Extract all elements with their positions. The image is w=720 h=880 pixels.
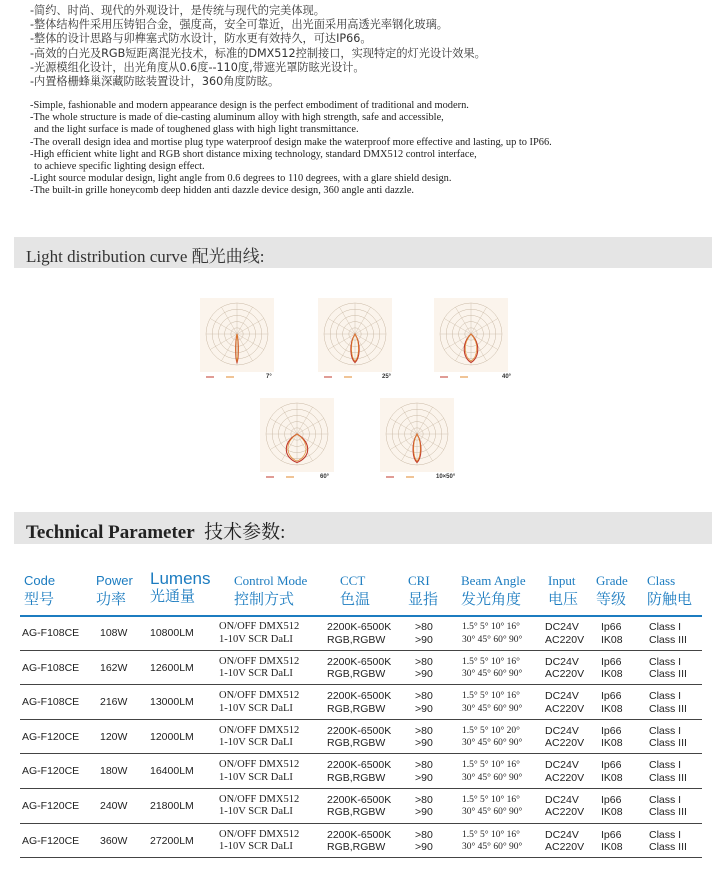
header-control-mode: Control Mode 控制方式: [234, 573, 308, 608]
cell-lumens: [150, 651, 194, 685]
cell-lumens: [150, 685, 194, 719]
cell-cct1: 2200K-6500K: [327, 793, 392, 806]
intro-en-line: -The built-in grille honeycomb deep hidden anti dazzle device design, 360 angle anti dazzle.: [30, 185, 415, 197]
cell-cct: [327, 754, 391, 788]
cell-grade1: Ip66: [601, 724, 622, 737]
beam-angle-label: 40°: [502, 374, 512, 380]
cell-class1: Class I: [649, 655, 682, 668]
cell-grade1: Ip66: [601, 690, 622, 703]
cell-cct2: RGB,RGBW: [327, 737, 386, 750]
cell-code: AG-F120CE: [22, 799, 80, 812]
cell-input: [545, 754, 584, 788]
cell-control2: 1-10V SCR DaLI: [219, 737, 293, 749]
cell-code: AG-F120CE: [22, 730, 80, 743]
cell-power: [100, 720, 127, 754]
cell-beam-angle: [462, 651, 522, 685]
tech-param-title-cn: 技术参数:: [204, 522, 286, 543]
cell-grade: [601, 685, 623, 719]
cell-control1: ON/OFF DMX512: [219, 828, 300, 840]
cell-cct2: RGB,RGBW: [327, 841, 386, 854]
cell-class2: Class III: [649, 771, 687, 784]
intro-cn-line: -光源模组化设计，出光角度从0.6度--110度,带遮光罩防眩光设计。: [30, 60, 365, 74]
cell-cri2: >90: [415, 841, 433, 854]
table-row: [20, 789, 702, 824]
cell-cct1: 2200K-6500K: [327, 655, 392, 668]
table-row: [20, 720, 702, 755]
cell-control-mode: [219, 824, 299, 858]
cell-input2: AC220V: [545, 668, 585, 681]
cell-lumens: 12600LM: [150, 661, 194, 674]
cell-input1: DC24V: [545, 655, 579, 668]
cell-grade: [601, 754, 623, 788]
cell-class: [649, 720, 687, 754]
cell-cri: [415, 754, 433, 788]
cell-input: [545, 651, 584, 685]
cell-code: [22, 616, 79, 650]
polar-plot-svg: [376, 396, 458, 482]
cell-cri1: >80: [415, 690, 433, 703]
cell-beam2: 30° 45° 60° 90°: [462, 669, 523, 680]
cell-cri: [415, 616, 433, 650]
cell-beam-angle: [462, 824, 522, 858]
header-cri: CRI 显指: [408, 573, 439, 608]
polar-plot-svg: [196, 296, 278, 382]
cell-code: [22, 824, 79, 858]
cell-beam-angle: [462, 685, 522, 719]
cell-code: AG-F108CE: [22, 627, 80, 639]
cell-cct2: RGB,RGBW: [327, 771, 386, 784]
cell-control-mode: [219, 685, 299, 719]
table-row: [20, 685, 702, 720]
cell-cct2: RGB,RGBW: [327, 702, 386, 715]
cell-beam1: 1.5° 5° 10° 16°: [462, 794, 520, 805]
cell-lumens: [150, 824, 194, 858]
cell-power: 216W: [100, 696, 128, 709]
cell-grade: [601, 824, 623, 858]
cell-lumens: 16400LM: [150, 765, 194, 778]
cell-control-mode: [219, 789, 299, 823]
cell-input1: DC24V: [545, 793, 579, 806]
cell-lumens: [150, 789, 194, 823]
intro-en-line: -Simple, fashionable and modern appearance design is the perfect embodiment of traditional and modern.: [30, 100, 469, 111]
table-row: [20, 754, 702, 789]
cell-class2: Class III: [649, 841, 687, 854]
cell-class1: Class I: [649, 690, 682, 703]
cell-input: [545, 789, 584, 823]
cell-power: 162W: [100, 661, 128, 674]
cell-input: [545, 616, 584, 650]
cell-beam2: 30° 45° 60° 90°: [462, 738, 523, 749]
cell-cri1: >80: [415, 655, 433, 668]
cell-class: [649, 754, 687, 788]
cell-lumens: 21800LM: [150, 799, 194, 812]
cell-cri2: >90: [415, 668, 433, 681]
cell-grade2: IK08: [601, 806, 623, 819]
intro-en-line: -Light source modular design, light angle from 0.6 degrees to 110 degrees, with a glare shield design.: [30, 173, 452, 185]
cell-cct: [327, 824, 391, 858]
cell-power: [100, 824, 127, 858]
cell-cri1: >80: [415, 793, 433, 806]
cell-class: [649, 685, 687, 719]
intro-english: [30, 100, 710, 198]
cell-class1: Class I: [649, 621, 682, 633]
cell-cri1: >80: [415, 759, 433, 772]
beam-angle-label: 7°: [266, 374, 272, 380]
cell-control1: ON/OFF DMX512: [219, 759, 300, 771]
cell-code: AG-F108CE: [22, 696, 80, 709]
polar-plot-svg: [314, 296, 396, 382]
cell-cct1: 2200K-6500K: [327, 724, 392, 737]
cell-cri1: >80: [415, 828, 433, 841]
cell-grade1: Ip66: [601, 759, 622, 772]
cell-beam1: 1.5° 5° 10° 16°: [462, 656, 520, 667]
cell-class: [649, 824, 687, 858]
table-row: [20, 824, 702, 859]
cell-grade1: Ip66: [601, 828, 622, 841]
cell-input2: AC220V: [545, 737, 585, 750]
cell-cri2: >90: [415, 771, 433, 784]
cell-cri: [415, 824, 433, 858]
table-row: [20, 616, 702, 651]
polar-plot-svg: [256, 396, 338, 482]
intro-cn-line: -高效的白光及RGB短距离混光技术，标准的DMX512控制接口，实现特定的灯光设计效果。: [30, 46, 486, 60]
cell-control1: ON/OFF DMX512: [219, 621, 300, 632]
cell-lumens: 13000LM: [150, 696, 194, 709]
cell-control-mode: [219, 616, 299, 650]
header-lumens: Lumens 光通量: [150, 569, 211, 605]
cell-grade2: IK08: [601, 702, 623, 715]
polar-plot-25: [314, 296, 396, 382]
cell-power: 120W: [100, 730, 128, 743]
cell-class: [649, 616, 687, 650]
cell-cct: [327, 789, 391, 823]
intro-cn-line: -整体的设计思路与卯榫塞式防水设计，防水更有效持久，可达IP66。: [30, 32, 372, 46]
cell-control-mode: [219, 720, 299, 754]
polar-plot-40: [430, 296, 512, 382]
intro-cn-line: -整体结构件采用压铸铝合金，强度高，安全可靠近，出光面采用高透光率钢化玻璃。: [30, 18, 448, 32]
cell-control1: ON/OFF DMX512: [219, 690, 300, 702]
cell-input2: AC220V: [545, 702, 585, 715]
cell-input2: AC220V: [545, 771, 585, 784]
cell-class: [649, 789, 687, 823]
beam-angle-label: 10×50°: [436, 474, 456, 480]
cell-cct2: RGB,RGBW: [327, 668, 386, 681]
intro-en-line: -The overall design idea and mortise plug type waterproof design make the waterproof more effective and lasting, up to IP66.: [30, 136, 552, 148]
cell-cri: [415, 651, 433, 685]
cell-input1: DC24V: [545, 759, 579, 772]
cell-beam2: 30° 45° 60° 90°: [462, 772, 523, 783]
cell-cri: [415, 685, 433, 719]
cell-code: AG-F120CE: [22, 765, 80, 778]
cell-control1: ON/OFF DMX512: [219, 724, 300, 736]
cell-control2: 1-10V SCR DaLI: [219, 633, 293, 645]
cell-beam1: 1.5° 5° 10° 20°: [462, 725, 520, 736]
cell-cct: [327, 651, 391, 685]
spec-table: [20, 569, 702, 858]
cell-control-mode: [219, 754, 299, 788]
beam-angle-label: 25°: [382, 374, 392, 380]
cell-grade2: IK08: [601, 668, 623, 681]
cell-grade1: Ip66: [601, 793, 622, 806]
header-code: Code 型号: [24, 573, 56, 608]
cell-cct1: 2200K-6500K: [327, 828, 392, 841]
cell-class1: Class I: [649, 828, 682, 841]
cell-input1: DC24V: [545, 690, 579, 703]
cell-cct2: RGB,RGBW: [327, 806, 386, 819]
cell-code: AG-F120CE: [22, 834, 80, 847]
cell-grade1: Ip66: [601, 621, 622, 633]
cell-cct2: RGB,RGBW: [327, 633, 386, 646]
cell-grade2: IK08: [601, 737, 623, 750]
polar-plot-60: [256, 396, 338, 482]
cell-beam-angle: [462, 616, 522, 650]
cell-cri1: >80: [415, 621, 433, 633]
cell-beam2: 30° 45° 60° 90°: [462, 703, 523, 714]
technical-parameter-title: [26, 517, 285, 544]
cell-beam-angle: [462, 720, 522, 754]
cell-control-mode: [219, 651, 299, 685]
cell-beam1: 1.5° 5° 10° 16°: [462, 622, 520, 632]
cell-code: [22, 789, 79, 823]
cell-grade: [601, 651, 623, 685]
cell-control2: 1-10V SCR DaLI: [219, 771, 293, 783]
header-class: Class 防触电: [647, 573, 693, 608]
cell-grade2: IK08: [601, 841, 623, 854]
cell-code: [22, 685, 79, 719]
cell-input2: AC220V: [545, 806, 585, 819]
cell-control2: 1-10V SCR DaLI: [219, 668, 293, 680]
cell-cri2: >90: [415, 806, 433, 819]
cell-input1: DC24V: [545, 828, 579, 841]
cell-power: [100, 685, 127, 719]
cell-cct: [327, 616, 391, 650]
cell-power: [100, 789, 127, 823]
cell-cri2: >90: [415, 737, 433, 750]
cell-lumens: [150, 720, 194, 754]
cell-grade: [601, 720, 623, 754]
cell-cri1: >80: [415, 724, 433, 737]
cell-input: [545, 685, 584, 719]
cell-class1: Class I: [649, 793, 682, 806]
cell-beam1: 1.5° 5° 10° 16°: [462, 829, 520, 840]
cell-code: AG-F108CE: [22, 661, 80, 674]
tech-param-title-en: Technical Parameter: [26, 522, 195, 543]
header-grade: Grade 等级: [596, 573, 628, 608]
intro-en-line: and the light surface is made of toughened glass with high light transmittance.: [34, 124, 359, 136]
cell-cct1: 2200K-6500K: [327, 759, 392, 772]
cell-cri: [415, 720, 433, 754]
cell-power: [100, 754, 127, 788]
table-row: [20, 651, 702, 686]
cell-input: [545, 824, 584, 858]
cell-power: 360W: [100, 834, 128, 847]
cell-lumens: 12000LM: [150, 730, 194, 743]
cell-grade2: IK08: [601, 633, 623, 646]
cell-class1: Class I: [649, 759, 682, 772]
cell-control2: 1-10V SCR DaLI: [219, 841, 293, 853]
polar-plot-7: [196, 296, 278, 382]
header-input: Input 电压: [548, 573, 579, 608]
cell-beam1: 1.5° 5° 10° 16°: [462, 760, 520, 771]
cell-beam-angle: [462, 789, 522, 823]
cell-code: [22, 720, 79, 754]
cell-grade: [601, 616, 623, 650]
cell-power: 180W: [100, 765, 128, 778]
cell-lumens: [150, 616, 194, 650]
cell-beam2: 30° 45° 60° 90°: [462, 634, 523, 645]
cell-beam2: 30° 45° 60° 90°: [462, 842, 523, 853]
cell-cct1: 2200K-6500K: [327, 621, 392, 633]
cell-lumens: 10800LM: [150, 627, 194, 639]
cell-input1: DC24V: [545, 621, 579, 633]
cell-cct: [327, 685, 391, 719]
intro-en-line: -High efficient white light and RGB short distance mixing technology, standard DMX512 control interface,: [30, 148, 477, 160]
cell-grade1: Ip66: [601, 655, 622, 668]
header-cct: CCT 色温: [340, 573, 371, 608]
header-beam-angle: Beam Angle 发光角度: [461, 573, 526, 608]
cell-class2: Class III: [649, 806, 687, 819]
cell-control2: 1-10V SCR DaLI: [219, 806, 293, 818]
cell-class2: Class III: [649, 702, 687, 715]
polar-plot-svg: [430, 296, 512, 382]
table-header: [20, 569, 702, 616]
cell-control1: ON/OFF DMX512: [219, 793, 300, 805]
light-distribution-title: Light distribution curve 配光曲线:: [26, 247, 265, 266]
cell-class2: Class III: [649, 633, 687, 646]
light-distribution-header: [14, 237, 712, 268]
cell-cct1: 2200K-6500K: [327, 690, 392, 703]
cell-power: 240W: [100, 799, 128, 812]
technical-parameter-header: [14, 512, 712, 544]
cell-class2: Class III: [649, 737, 687, 750]
cell-input1: DC24V: [545, 724, 579, 737]
intro-chinese: [30, 4, 710, 89]
cell-cri: [415, 789, 433, 823]
header-power: Power 功率: [96, 573, 133, 608]
cell-class: [649, 651, 687, 685]
intro-cn-line: -内置格栅蜂巢深藏防眩装置设计，360角度防眩。: [30, 75, 280, 89]
cell-beam1: 1.5° 5° 10° 16°: [462, 691, 520, 702]
cell-cri2: >90: [415, 702, 433, 715]
cell-lumens: 27200LM: [150, 834, 194, 847]
cell-cri2: >90: [415, 633, 433, 646]
cell-code: [22, 754, 79, 788]
cell-power: [100, 651, 127, 685]
cell-class2: Class III: [649, 668, 687, 681]
intro-en-line: to achieve specific lighting design effect.: [34, 161, 205, 173]
cell-cct: [327, 720, 391, 754]
cell-control1: ON/OFF DMX512: [219, 655, 300, 667]
cell-lumens: [150, 754, 194, 788]
cell-power: [100, 616, 127, 650]
cell-code: [22, 651, 79, 685]
cell-beam2: 30° 45° 60° 90°: [462, 807, 523, 818]
cell-input: [545, 720, 584, 754]
table-body: [20, 616, 702, 858]
cell-input2: AC220V: [545, 633, 585, 646]
beam-angle-label: 60°: [320, 474, 330, 480]
cell-grade2: IK08: [601, 771, 623, 784]
cell-control2: 1-10V SCR DaLI: [219, 702, 293, 714]
polar-plot-10x50: [376, 396, 458, 482]
cell-class1: Class I: [649, 724, 682, 737]
cell-power: 108W: [100, 627, 128, 639]
cell-input2: AC220V: [545, 841, 585, 854]
intro-cn-line: -简约、时尚、现代的外观设计，是传统与现代的完美体现。: [30, 4, 325, 17]
intro-en-line: -The whole structure is made of die-casting aluminum alloy with high strength, safe and accessible,: [30, 112, 444, 124]
cell-grade: [601, 789, 623, 823]
cell-beam-angle: [462, 754, 522, 788]
